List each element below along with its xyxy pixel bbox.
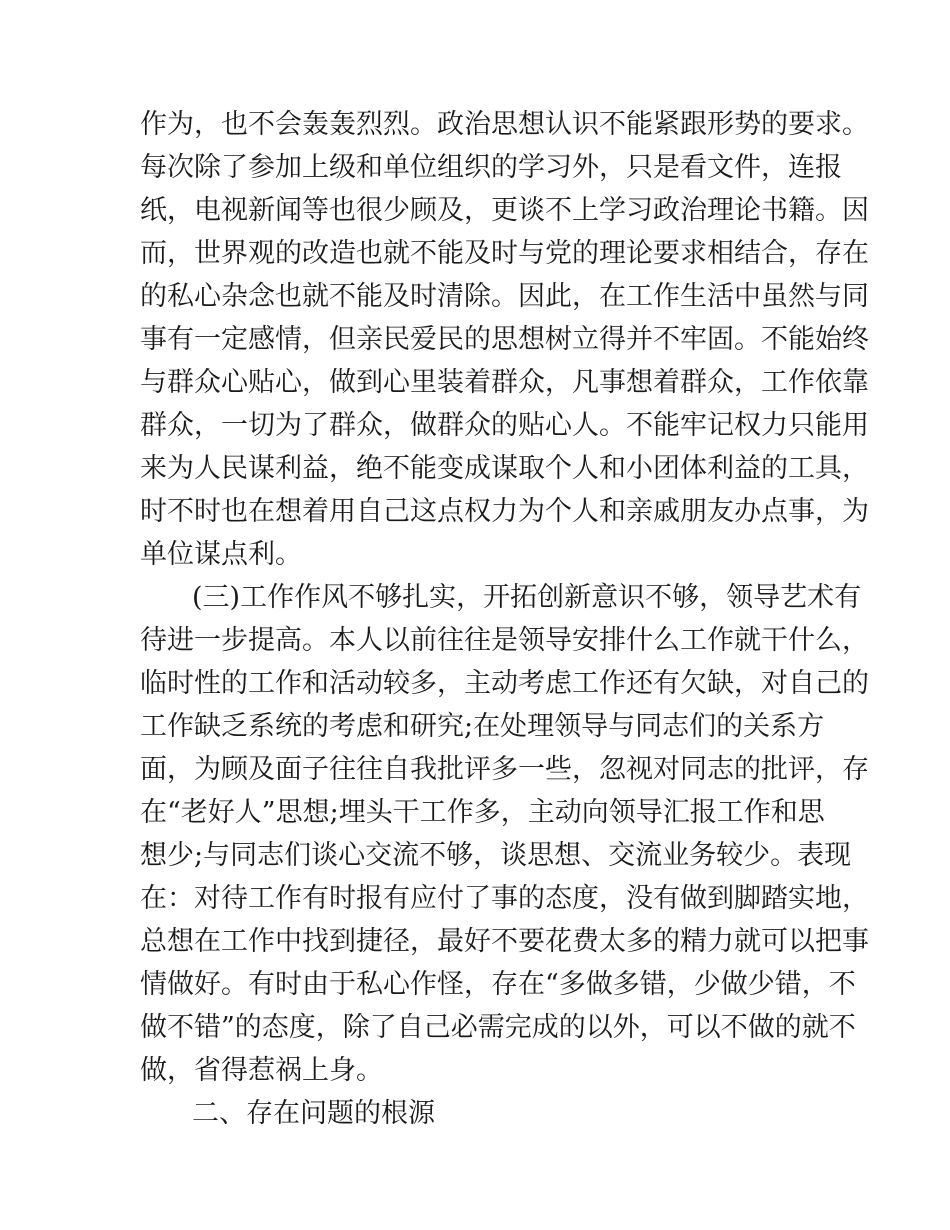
text-line: 每次除了参加上级和单位组织的学习外，只是看文件，连报 bbox=[140, 152, 842, 183]
text-line: 待进一步提高。本人以前往往是领导安排什么工作就干什么， bbox=[140, 625, 869, 656]
text-line: 情做好。有时由于私心作怪，存在“多做多错，少做少错，不 bbox=[140, 969, 856, 1000]
text-line: 做，省得惹祸上身。 bbox=[140, 1055, 383, 1086]
text-line: 作为，也不会轰轰烈烈。政治思想认识不能紧跟形势的要求。 bbox=[140, 109, 869, 140]
text-line: 在“老好人”思想;埋头干工作多，主动向领导汇报工作和思 bbox=[140, 797, 825, 828]
text-line: 纸，电视新闻等也很少顾及，更谈不上学习政治理论书籍。因 bbox=[140, 195, 869, 226]
text-line: 做不错”的态度，除了自己必需完成的以外，可以不做的就不 bbox=[140, 1012, 856, 1043]
text-line: 时不时也在想着用自己这点权力为个人和亲戚朋友办点事，为 bbox=[140, 496, 869, 527]
text-line: 的私心杂念也就不能及时清除。因此，在工作生活中虽然与同 bbox=[140, 281, 869, 312]
text-line: 单位谋点利。 bbox=[140, 539, 302, 570]
section-heading-2: 二、存在问题的根源 bbox=[192, 1098, 435, 1129]
text-line: 临时性的工作和活动较多，主动考虑工作还有欠缺，对自己的 bbox=[140, 668, 869, 699]
text-line: 来为人民谋利益，绝不能变成谋取个人和小团体利益的工具， bbox=[140, 453, 869, 484]
text-line: 总想在工作中找到捷径，最好不要花费太多的精力就可以把事 bbox=[140, 926, 869, 957]
text-line: 在：对待工作有时报有应付了事的态度，没有做到脚踏实地， bbox=[140, 883, 869, 914]
text-line: 群众，一切为了群众，做群众的贴心人。不能牢记权力只能用 bbox=[140, 410, 869, 441]
text-line: 与群众心贴心，做到心里装着群众，凡事想着群众，工作依靠 bbox=[140, 367, 869, 398]
text-line: 面，为顾及面子往往自我批评多一些，忽视对同志的批评，存 bbox=[140, 754, 869, 785]
text-line: 想少;与同志们谈心交流不够，谈思想、交流业务较少。表现 bbox=[140, 840, 852, 871]
section-heading-3: (三)工作作风不够扎实，开拓创新意识不够，领导艺术有 bbox=[192, 582, 862, 613]
text-line: 工作缺乏系统的考虑和研究;在处理领导与同志们的关系方 bbox=[140, 711, 825, 742]
text-line: 而，世界观的改造也就不能及时与党的理论要求相结合，存在 bbox=[140, 238, 869, 269]
text-line: 事有一定感情，但亲民爱民的思想树立得并不牢固。不能始终 bbox=[140, 324, 869, 355]
